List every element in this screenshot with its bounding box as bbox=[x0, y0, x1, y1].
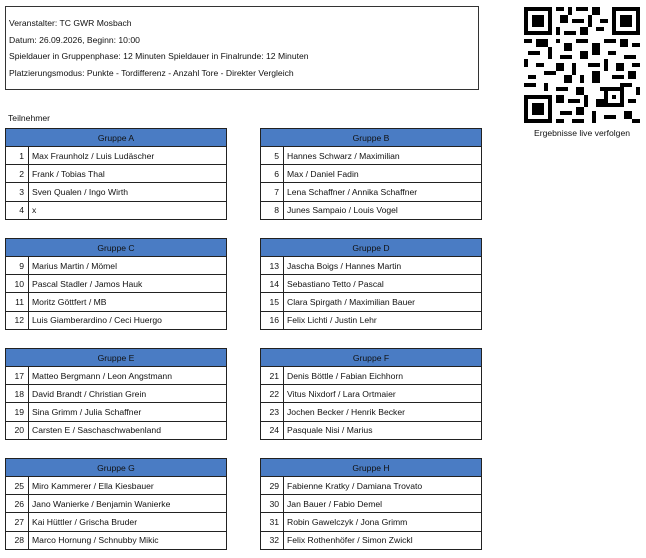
team-row bbox=[6, 385, 227, 403]
team-row bbox=[6, 183, 227, 201]
team-row bbox=[6, 513, 227, 531]
team-number: 19 bbox=[6, 403, 29, 421]
team-row bbox=[261, 311, 482, 329]
team-name: Max / Daniel Fadin bbox=[284, 165, 482, 183]
team-number: 15 bbox=[261, 293, 284, 311]
team-name: Felix Lichti / Justin Lehr bbox=[284, 311, 482, 329]
team-number: 31 bbox=[261, 513, 284, 531]
team-number: 8 bbox=[261, 201, 284, 219]
group-table bbox=[260, 238, 482, 330]
team-number: 10 bbox=[6, 275, 29, 293]
team-name: Fabienne Kratky / Damiana Trovato bbox=[284, 477, 482, 495]
team-row bbox=[261, 183, 482, 201]
team-number: 11 bbox=[6, 293, 29, 311]
team-row bbox=[6, 495, 227, 513]
date-text: Datum: 26.09.2026, Beginn: 10:00 bbox=[9, 34, 140, 45]
qr-code-icon[interactable] bbox=[524, 7, 640, 123]
team-name: Pascal Stadler / Jamos Hauk bbox=[29, 275, 227, 293]
team-row bbox=[6, 421, 227, 439]
group-table bbox=[260, 348, 482, 440]
team-row bbox=[6, 311, 227, 329]
team-number: 28 bbox=[6, 531, 29, 549]
team-name: x bbox=[29, 201, 227, 219]
team-name: Robin Gawelczyk / Jona Grimm bbox=[284, 513, 482, 531]
group-header: Gruppe D bbox=[261, 239, 482, 257]
team-number: 6 bbox=[261, 165, 284, 183]
team-name: Kai Hüttler / Grischa Bruder bbox=[29, 513, 227, 531]
team-number: 9 bbox=[6, 257, 29, 275]
team-row bbox=[6, 165, 227, 183]
team-name: Sina Grimm / Julia Schaffner bbox=[29, 403, 227, 421]
team-number: 12 bbox=[6, 311, 29, 329]
team-name: Moritz Göttfert / MB bbox=[29, 293, 227, 311]
team-name: Hannes Schwarz / Maximilian bbox=[284, 147, 482, 165]
team-row bbox=[261, 367, 482, 385]
team-row bbox=[261, 477, 482, 495]
team-row bbox=[6, 367, 227, 385]
group-table bbox=[260, 128, 482, 220]
team-number: 25 bbox=[6, 477, 29, 495]
team-name: Jascha Boigs / Hannes Martin bbox=[284, 257, 482, 275]
team-name: Marius Martin / Mömel bbox=[29, 257, 227, 275]
group-table bbox=[5, 128, 227, 220]
group-table bbox=[5, 238, 227, 330]
team-name: Pasquale Nisi / Marius bbox=[284, 421, 482, 439]
team-name: Denis Böttle / Fabian Eichhorn bbox=[284, 367, 482, 385]
team-number: 17 bbox=[6, 367, 29, 385]
group-header: Gruppe H bbox=[261, 459, 482, 477]
team-name: Sven Qualen / Ingo Wirth bbox=[29, 183, 227, 201]
group-header: Gruppe C bbox=[6, 239, 227, 257]
team-number: 23 bbox=[261, 403, 284, 421]
team-name: Sebastiano Tetto / Pascal bbox=[284, 275, 482, 293]
team-name: Matteo Bergmann / Leon Angstmann bbox=[29, 367, 227, 385]
team-row bbox=[261, 421, 482, 439]
team-number: 16 bbox=[261, 311, 284, 329]
group-header: Gruppe B bbox=[261, 129, 482, 147]
team-row bbox=[261, 531, 482, 549]
group-table bbox=[260, 458, 482, 550]
group-header: Gruppe E bbox=[6, 349, 227, 367]
group-table bbox=[5, 458, 227, 550]
team-name: Junes Sampaio / Louis Vogel bbox=[284, 201, 482, 219]
team-row bbox=[261, 165, 482, 183]
team-row bbox=[261, 513, 482, 531]
team-row bbox=[6, 403, 227, 421]
group-header: Gruppe G bbox=[6, 459, 227, 477]
team-row bbox=[6, 477, 227, 495]
tournament-info-box bbox=[5, 6, 479, 90]
duration-text: Spieldauer in Gruppenphase: 12 Minuten Spieldauer in Finalrunde: 12 Minuten bbox=[9, 51, 309, 61]
team-name: Vitus Nixdorf / Lara Ortmaier bbox=[284, 385, 482, 403]
team-number: 27 bbox=[6, 513, 29, 531]
team-number: 22 bbox=[261, 385, 284, 403]
group-header: Gruppe F bbox=[261, 349, 482, 367]
team-row bbox=[6, 275, 227, 293]
team-number: 3 bbox=[6, 183, 29, 201]
team-row bbox=[261, 147, 482, 165]
team-row bbox=[261, 293, 482, 311]
team-number: 21 bbox=[261, 367, 284, 385]
team-number: 1 bbox=[6, 147, 29, 165]
team-number: 2 bbox=[6, 165, 29, 183]
team-number: 7 bbox=[261, 183, 284, 201]
team-number: 26 bbox=[6, 495, 29, 513]
team-row bbox=[261, 257, 482, 275]
team-row bbox=[261, 385, 482, 403]
team-number: 5 bbox=[261, 147, 284, 165]
team-row bbox=[6, 531, 227, 549]
team-number: 18 bbox=[6, 385, 29, 403]
team-name: Clara Spirgath / Maximilian Bauer bbox=[284, 293, 482, 311]
team-name: Carsten E / Saschaschwabenland bbox=[29, 421, 227, 439]
team-number: 14 bbox=[261, 275, 284, 293]
team-row bbox=[261, 275, 482, 293]
qr-caption: Ergebnisse live verfolgen bbox=[533, 128, 631, 138]
team-name: Luis Giamberardino / Ceci Huergo bbox=[29, 311, 227, 329]
team-name: Lena Schaffner / Annika Schaffner bbox=[284, 183, 482, 201]
team-name: Marco Hornung / Schnubby Mikic bbox=[29, 531, 227, 549]
group-table bbox=[5, 348, 227, 440]
team-row bbox=[6, 201, 227, 219]
ranking-mode-text: Platzierungsmodus: Punkte - Tordifferenz - Anzahl Tore - Direkter Vergleich bbox=[9, 67, 294, 78]
team-row bbox=[6, 257, 227, 275]
team-number: 30 bbox=[261, 495, 284, 513]
team-name: Miro Kammerer / Ella Kiesbauer bbox=[29, 477, 227, 495]
team-number: 20 bbox=[6, 421, 29, 439]
group-header: Gruppe A bbox=[6, 129, 227, 147]
team-name: Frank / Tobias Thal bbox=[29, 165, 227, 183]
team-number: 29 bbox=[261, 477, 284, 495]
team-name: Jochen Becker / Henrik Becker bbox=[284, 403, 482, 421]
team-row bbox=[261, 495, 482, 513]
team-number: 4 bbox=[6, 201, 29, 219]
team-number: 24 bbox=[261, 421, 284, 439]
team-name: Felix Rothenhöfer / Simon Zwickl bbox=[284, 531, 482, 549]
team-name: Jan Bauer / Fabio Demel bbox=[284, 495, 482, 513]
team-number: 13 bbox=[261, 257, 284, 275]
team-row bbox=[261, 403, 482, 421]
team-row bbox=[6, 147, 227, 165]
team-row bbox=[6, 293, 227, 311]
team-name: Jano Wanierke / Benjamin Wanierke bbox=[29, 495, 227, 513]
team-name: Max Fraunholz / Luis Ludäscher bbox=[29, 147, 227, 165]
team-number: 32 bbox=[261, 531, 284, 549]
team-row bbox=[261, 201, 482, 219]
participants-heading: Teilnehmer bbox=[8, 113, 51, 123]
team-name: David Brandt / Christian Grein bbox=[29, 385, 227, 403]
organizer-text: Veranstalter: TC GWR Mosbach bbox=[9, 18, 132, 28]
